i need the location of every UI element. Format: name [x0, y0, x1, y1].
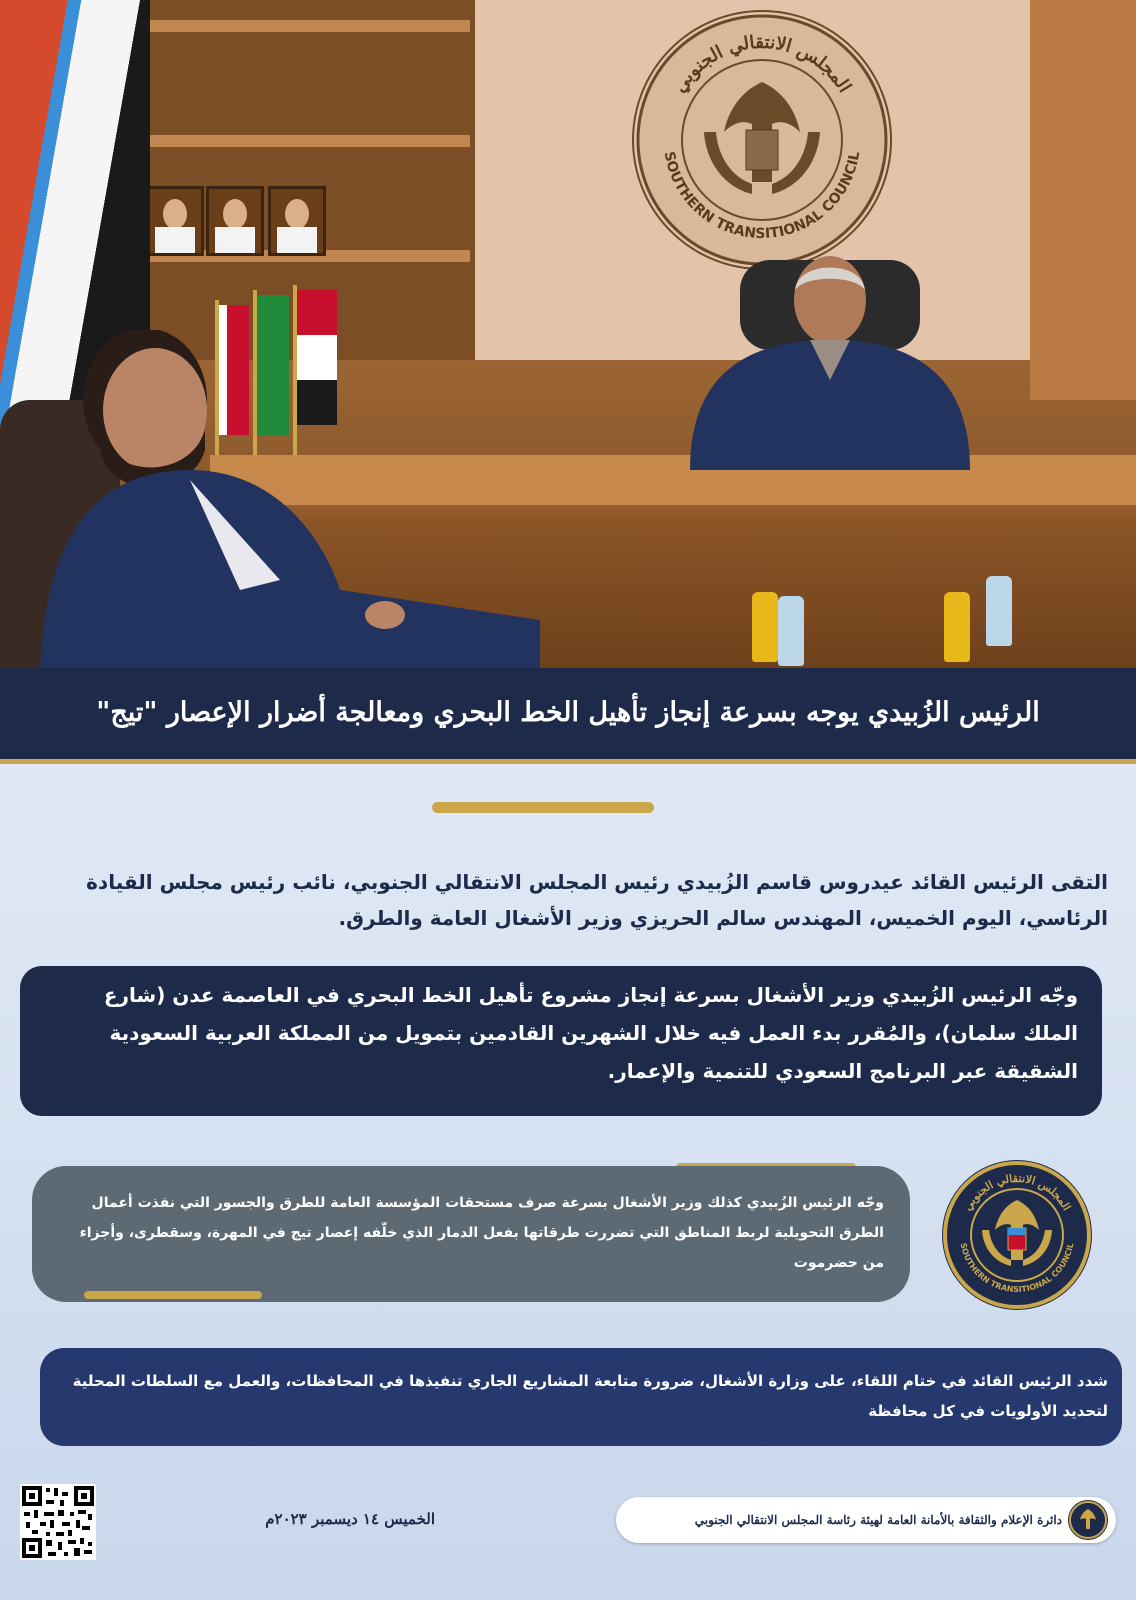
emblem-english-text: SOUTHERN TRANSITIONAL COUNCIL: [660, 150, 864, 243]
divider-bar: [432, 802, 654, 813]
council-logo: [942, 1160, 1092, 1310]
shelf-board: [100, 20, 470, 32]
intro-paragraph: التقى الرئيس القائد عيدروس قاسم الزُبيدي رئيس المجلس الانتقالي الجنوبي، نائب رئيس مجلس القيادة الرئاسي، اليوم الخميس، المهندس سالم الحريزي وزير الأشغال العامة والطرق.: [86, 870, 1108, 930]
paragraph-gray: وجّه الرئيس الزُبيدي كذلك وزير الأشغال بسرعة صرف مستحقات المؤسسة العامة للطرق والجسور التي نفذت أعمال الطرق التحويلية لربط المناطق التي تضررت طرقاتها بفعل الدمار الذي خلّفه إعصار تيج في المهرة، وسقطرى، وأجزاء من حضرموت: [79, 1195, 884, 1271]
headline: الرئيس الزُبيدي يوجه بسرعة إنجاز تأهيل الخط البحري ومعالجة أضرار الإعصار "تيج": [96, 697, 1040, 728]
juice-bottle: [944, 592, 970, 662]
logo-english-text: SOUTHERN TRANSITIONAL COUNCIL: [958, 1242, 1076, 1295]
water-bottle: [986, 576, 1012, 646]
wood-panel: [1030, 0, 1136, 400]
banner-gold-line: [0, 759, 1136, 764]
juice-bottle: [752, 592, 778, 662]
portrait-frame: [268, 186, 326, 256]
divider-bar: [84, 1291, 262, 1299]
paragraph-navy: وجّه الرئيس الزُبيدي وزير الأشغال بسرعة إنجاز مشروع تأهيل الخط البحري في العاصمة عدن (شارع الملك سلمان)، والمُقرر بدء العمل فيه خلال الشهرين القادمين بتمويل من المملكة العربية السعودية الشقيقة عبر البرنامج السعودي للتنمية والإعمار.: [103, 983, 1078, 1083]
portrait-frame: [206, 186, 264, 256]
qr-code[interactable]: [20, 1484, 96, 1560]
footer-department: دائرة الإعلام والثقافة بالأمانة العامة لهيئة رئاسة المجلس الانتقالي الجنوبي: [694, 1513, 1062, 1527]
water-bottle: [778, 596, 804, 666]
emblem-arabic-text: المجلس الانتقالي الجنوبي: [669, 31, 856, 97]
meeting-photo: [0, 0, 1136, 690]
portrait-frame: [146, 186, 204, 256]
logo-arabic-text: المجلس الانتقالي الجنوبي: [960, 1171, 1074, 1213]
president-figure: [670, 230, 990, 470]
minister-figure: [40, 330, 540, 690]
footer-logo-icon: [1068, 1500, 1108, 1540]
shelf-board: [100, 135, 470, 147]
publish-date: الخميس ١٤ ديسمبر ٢٠٢٣م: [265, 1510, 435, 1528]
paragraph-blue: شدد الرئيس القائد في ختام اللقاء، على وزارة الأشغال، ضرورة متابعة المشاريع الجاري تنفيذها في المحافظات، والعمل مع السلطات المحلية لتحديد الأولويات في كل محافظة: [72, 1372, 1108, 1420]
